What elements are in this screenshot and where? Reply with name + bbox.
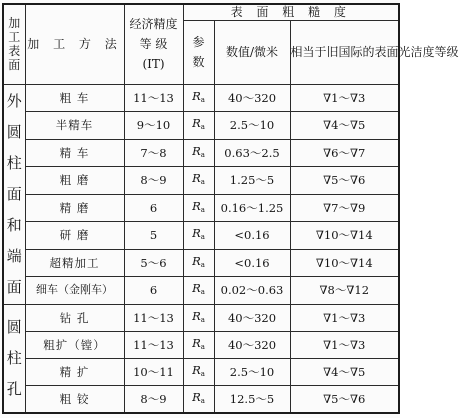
param-symbol: R [192,335,201,350]
grade-cell: 5～6 [124,249,183,277]
table-row [3,386,399,413]
method-cell: 粗扩（镗） [25,331,124,358]
equiv-cell: ∇6～∇7 [290,139,399,167]
header-grade-line1: 经济精度 [129,17,178,32]
param-symbol: R [192,226,201,241]
equiv-cell: ∇10～∇14 [290,222,399,250]
grade-cell: 11～13 [124,84,183,112]
table-row [3,358,399,385]
table-row [3,112,399,140]
group-label-outer-text: 外圆柱面和端面 [6,91,22,296]
grade-cell: 7～8 [124,139,183,167]
group-label-hole-text: 圆柱孔 [6,317,22,398]
grade-cell: 9～10 [124,112,183,140]
group-label-outer [3,84,25,304]
param-cell [183,84,214,112]
equiv-cell: ∇7～∇9 [290,194,399,222]
param-cell [183,358,214,385]
param-symbol: R [192,253,201,268]
param-cell [183,139,214,167]
param-subscript: a [200,342,205,351]
method-cell: 研 磨 [25,222,124,250]
param-cell [183,167,214,195]
table-row [3,331,399,358]
value-cell: 2.5～10 [214,358,290,385]
param-symbol: R [192,281,201,296]
method-cell: 钻 孔 [25,304,124,331]
header-value: 数值/微米 [214,20,290,84]
equiv-cell: ∇1～∇3 [290,331,399,358]
header-param-text: 参数 [192,35,205,69]
method-cell: 粗 磨 [25,167,124,195]
equiv-cell: ∇4～∇5 [290,358,399,385]
grade-cell: 5 [124,222,183,250]
param-subscript: a [200,123,205,132]
group-label-hole [3,304,25,413]
grade-cell: 11～13 [124,304,183,331]
param-cell [183,112,214,140]
param-cell [183,386,214,413]
param-subscript: a [200,288,205,297]
table-row [3,167,399,195]
header-param [183,20,214,84]
method-cell: 精 磨 [25,194,124,222]
param-subscript: a [200,233,205,242]
param-subscript: a [200,397,205,406]
param-symbol: R [192,198,201,213]
param-cell [183,222,214,250]
param-subscript: a [200,260,205,269]
equiv-cell: ∇10～∇14 [290,249,399,277]
grade-cell: 6 [124,194,183,222]
header-roughness: 表 面 粗 糙 度 [183,4,399,20]
param-subscript: a [200,95,205,104]
table-row [3,84,399,112]
value-cell: 12.5～5 [214,386,290,413]
value-cell: 1.25～5 [214,167,290,195]
equiv-cell: ∇5～∇6 [290,386,399,413]
table-row [3,139,399,167]
value-cell: 0.63～2.5 [214,139,290,167]
equiv-cell: ∇1～∇3 [290,304,399,331]
method-cell: 粗 铰 [25,386,124,413]
header-grade [124,4,183,84]
method-cell: 精 车 [25,139,124,167]
param-symbol: R [192,308,201,323]
param-subscript: a [200,205,205,214]
header-method: 加 工 方 法 [25,4,124,84]
table-row [3,249,399,277]
equiv-cell: ∇5～∇6 [290,167,399,195]
method-cell: 细车（金刚车） [25,277,124,305]
table-row [3,222,399,250]
param-subscript: a [200,315,205,324]
param-cell [183,331,214,358]
param-subscript: a [200,178,205,187]
table-body [3,84,399,413]
param-symbol: R [192,143,201,158]
header-surface-text: 加工表面 [8,16,21,73]
header-grade-line2: 等 级 [139,37,168,52]
param-cell [183,194,214,222]
value-cell: <0.16 [214,249,290,277]
param-symbol: R [192,116,201,131]
param-symbol: R [192,88,201,103]
method-cell: 超精加工 [25,249,124,277]
table-row [3,304,399,331]
method-cell: 粗 车 [25,84,124,112]
value-cell: 40～320 [214,84,290,112]
machining-accuracy-table [2,3,459,414]
param-symbol: R [192,390,201,405]
grade-cell: 10～11 [124,358,183,385]
value-cell: 40～320 [214,331,290,358]
value-cell: 0.16～1.25 [214,194,290,222]
equiv-cell: ∇4～∇5 [290,112,399,140]
param-cell [183,277,214,305]
header-surface [3,4,25,84]
param-subscript: a [200,150,205,159]
param-cell [183,304,214,331]
param-subscript: a [200,370,205,379]
equiv-cell: ∇1～∇3 [290,84,399,112]
grade-cell: 6 [124,277,183,305]
param-symbol: R [192,363,201,378]
grade-cell: 8～9 [124,167,183,195]
param-symbol: R [192,171,201,186]
value-cell: 0.02～0.63 [214,277,290,305]
param-cell [183,249,214,277]
value-cell: 40～320 [214,304,290,331]
header-grade-line3: (IT) [142,57,165,72]
value-cell: 2.5～10 [214,112,290,140]
grade-cell: 11～13 [124,331,183,358]
table-row [3,277,399,305]
grade-cell: 8～9 [124,386,183,413]
method-cell: 半精车 [25,112,124,140]
method-cell: 精 扩 [25,358,124,385]
header-equiv: 相当于旧国际的表面光洁度等级 [290,20,399,84]
equiv-cell: ∇8～∇12 [290,277,399,305]
table-row [3,194,399,222]
value-cell: <0.16 [214,222,290,250]
